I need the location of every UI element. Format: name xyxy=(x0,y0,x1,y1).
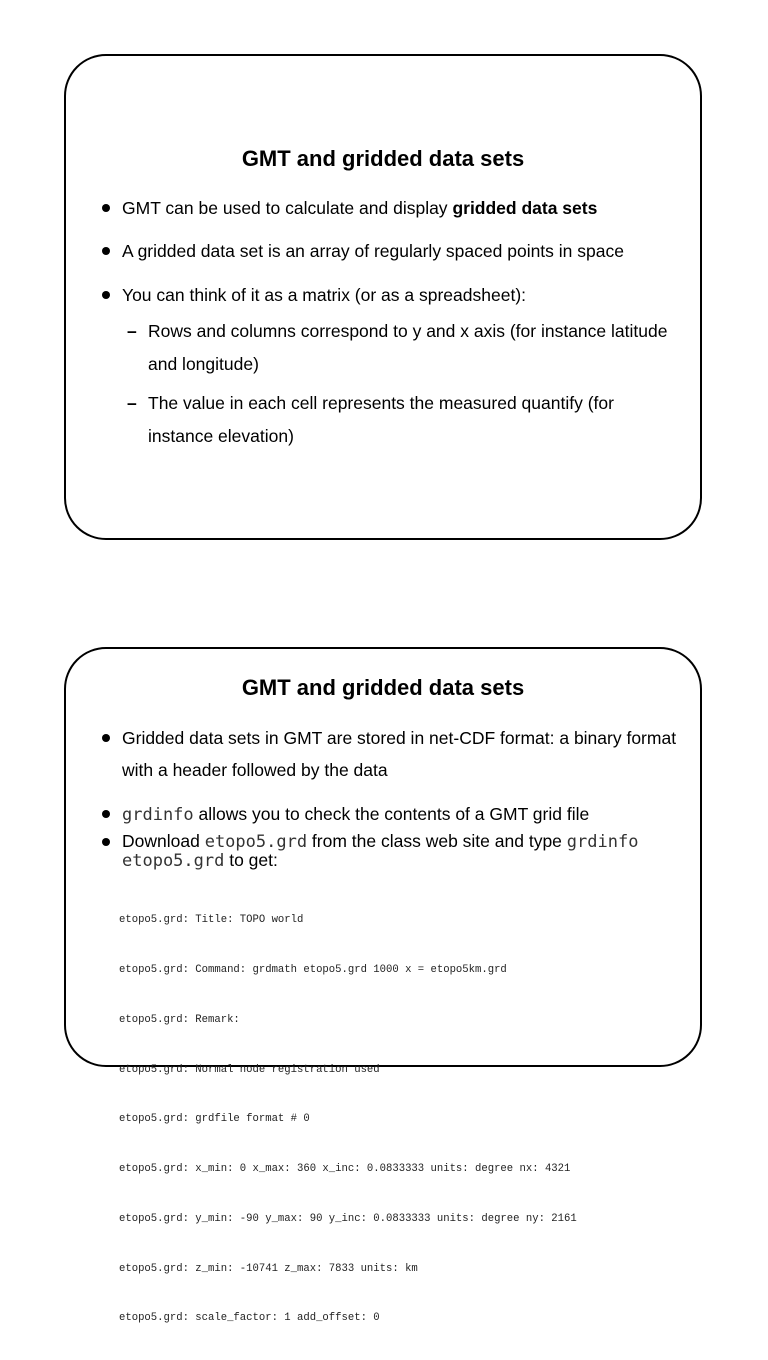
command-grdinfo: grdinfo xyxy=(122,805,194,825)
sub-bullet-text: The value in each cell represents the measured quantify (for instance elevation) xyxy=(148,393,614,446)
bullet-dot-icon xyxy=(102,734,110,742)
output-line: etopo5.grd: grdfile format # 0 xyxy=(119,1113,310,1126)
bullet-netcdf xyxy=(100,722,680,786)
slide-2-title: GMT and gridded data sets xyxy=(241,675,525,700)
output-line: etopo5.grd: x_min: 0 x_max: 360 x_inc: 0.0833333 units: degree nx: 4321 xyxy=(119,1163,571,1176)
output-line: etopo5.grd: Command: grdmath etopo5.grd 1000 x = etopo5km.grd xyxy=(119,963,507,976)
bullet-definition xyxy=(100,235,680,267)
bullet-download xyxy=(100,832,680,870)
dash-icon: – xyxy=(127,321,137,341)
bullet-dot-icon xyxy=(102,291,110,299)
filename-etopo5: etopo5.grd xyxy=(204,832,308,852)
bullet-text: Download xyxy=(122,831,205,851)
command-grdinfo-etopo5: grdinfo etopo5.grd xyxy=(122,832,639,871)
bullet-grdinfo xyxy=(100,798,680,831)
sub-bullet-list xyxy=(122,315,680,453)
output-line: etopo5.grd: z_min: -10741 z_max: 7833 units: km xyxy=(119,1262,418,1275)
bullet-text: A gridded data set is an array of regularly spaced points in space xyxy=(122,241,624,261)
output-line: etopo5.grd: scale_factor: 1 add_offset: 0 xyxy=(119,1312,380,1325)
bullet-text: allows you to check the contents of a GMT grid file xyxy=(193,804,590,824)
bullet-gmt-gridded xyxy=(100,192,680,224)
slide-1-title: GMT and gridded data sets xyxy=(241,146,525,171)
output-line: etopo5.grd: Normal node registration used xyxy=(119,1063,380,1076)
bullet-text: from the class web site and type xyxy=(307,831,567,851)
bullet-matrix xyxy=(100,279,680,453)
bullet-text: GMT can be used to calculate and display xyxy=(122,198,453,218)
sub-bullet-rows-columns xyxy=(122,315,680,381)
slide-1 xyxy=(64,54,702,540)
bullet-bold-text: gridded data sets xyxy=(452,198,598,218)
bullet-text: to get: xyxy=(224,850,278,870)
output-line: etopo5.grd: Remark: xyxy=(119,1013,240,1026)
slide-1-bullet-list xyxy=(100,192,680,459)
bullet-dot-icon xyxy=(102,838,110,846)
output-line: etopo5.grd: Title: TOPO world xyxy=(119,914,304,927)
sub-bullet-cell-value xyxy=(122,387,680,453)
grdinfo-output xyxy=(119,879,577,1360)
sub-bullet-text: Rows and columns correspond to y and x axis (for instance latitude and longitude) xyxy=(148,321,668,374)
dash-icon: – xyxy=(127,393,137,413)
bullet-dot-icon xyxy=(102,810,110,818)
slide-2-bullet-list xyxy=(100,722,680,870)
bullet-dot-icon xyxy=(102,247,110,255)
bullet-dot-icon xyxy=(102,204,110,212)
bullet-text: You can think of it as a matrix (or as a spreadsheet): xyxy=(122,285,527,305)
bullet-text: Gridded data sets in GMT are stored in net-CDF format: a binary format with a header followed by the data xyxy=(122,728,677,780)
slide-2 xyxy=(64,647,702,1325)
output-line: etopo5.grd: y_min: -90 y_max: 90 y_inc: 0.0833333 units: degree ny: 2161 xyxy=(119,1212,577,1225)
